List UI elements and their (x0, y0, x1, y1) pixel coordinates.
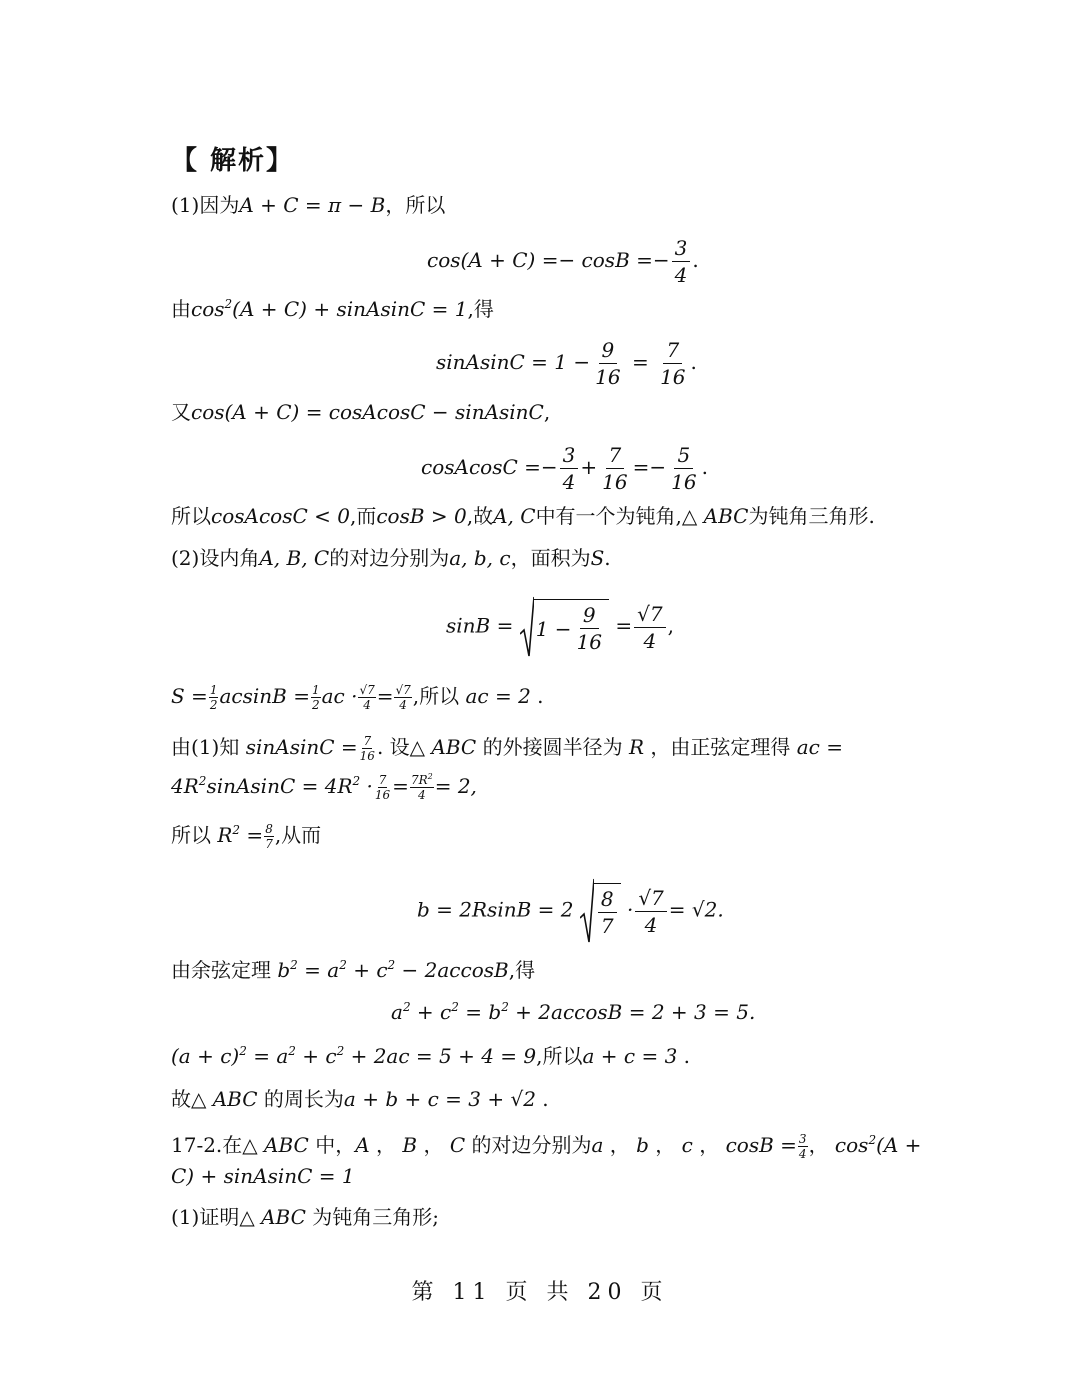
cosine-law-line: 由余弦定理 $b^2 = a^2 + c^2 - 2accosB$,得 (171, 958, 536, 982)
part1-intro: (1)因为A + C = π − B，所以 (171, 193, 446, 217)
r-squared-line: 所以 $R^2$ = $\frac{8}{7}$ ,从而 (171, 822, 322, 851)
fraction: $\frac{3}{4}$ (672, 235, 691, 288)
square-root: 1 − $\frac{9}{16}$ (520, 596, 609, 658)
section-title: 【 解析】 (171, 146, 295, 176)
part2-intro: (2)设内角A, B, C的对边分别为a, b, c，面积为S. (171, 546, 611, 570)
part1-line2: 由$\cos^2(A + C)$ + sinAsinC = 1,得 (171, 297, 494, 321)
square-sum-line: $(a + c)^2 = a^2 + c^2 + 2ac = 5 + 4 = 9$,所以a + c = 3 . (171, 1044, 691, 1068)
part1-line3: 又cos(A + C) = cosAcosC − sinAsinC, (171, 400, 551, 424)
equation-3: cosAcosC =− $\frac{3}{4}$ + $\frac{7}{16}$ =− $\frac{5}{16}$ . (421, 443, 708, 494)
equation-b: b = 2RsinB = 2 $\frac{8}{7}$ · $\frac{√7}{4}$ = √2. (417, 878, 724, 944)
problem-17-2: 17-2.在△ ABC 中，A ， B ， C 的对边分别为a ， b ， c ， cosB = $\frac{3}{4}$ ， $\cos^2(A$ + (171, 1132, 922, 1161)
equation-sinB: sinB = 1 − $\frac{9}{16}$ = $\frac{√7}{4}$ , (446, 596, 674, 658)
problem-17-2-cont: C) + sinAsinC = 1 (171, 1164, 355, 1188)
circumradius-line: 由(1)知 sinAsinC = $\frac{7}{16}$ . 设△ ABC 的外接圆半径为 R ，由正弦定理得 ac = (171, 734, 843, 763)
equation-2: sinAsinC = 1 − $\frac{9}{16}$ = $\frac{7}{16}$ . (436, 338, 697, 389)
equation-sum: $a^2 + c^2 = b^2 + 2accosB = 2 + 3 = 5$. (391, 1000, 756, 1024)
circumradius-line-2: $4R^2sinAsinC = 4R^2$ · $\frac{7}{16}$ = $\frac{7R^2}{4}$ = 2, (171, 772, 477, 802)
area-line: S = $\frac{1}{2}$ acsinB = $\frac{1}{2}$ ac · $\frac{√7}{4}$ = $\frac{√7}{4}$ ,所以 ac = 2 . (171, 683, 544, 712)
perimeter-line: 故△ ABC 的周长为a + b + c = 3 + √2 . (171, 1087, 549, 1111)
equation-1: cos(A + C) =− cosB =− $\frac{3}{4}$ . (427, 236, 699, 287)
part1-conclusion: 所以cosAcosC < 0,而cosB > 0,故A, C中有一个为钝角,△ ABC为钝角三角形. (171, 504, 875, 528)
problem-sub1: (1)证明△ ABC 为钝角三角形; (171, 1205, 440, 1229)
square-root: $\frac{8}{7}$ (580, 878, 621, 944)
page-footer: 第 11 页 共 20 页 (411, 1280, 669, 1305)
